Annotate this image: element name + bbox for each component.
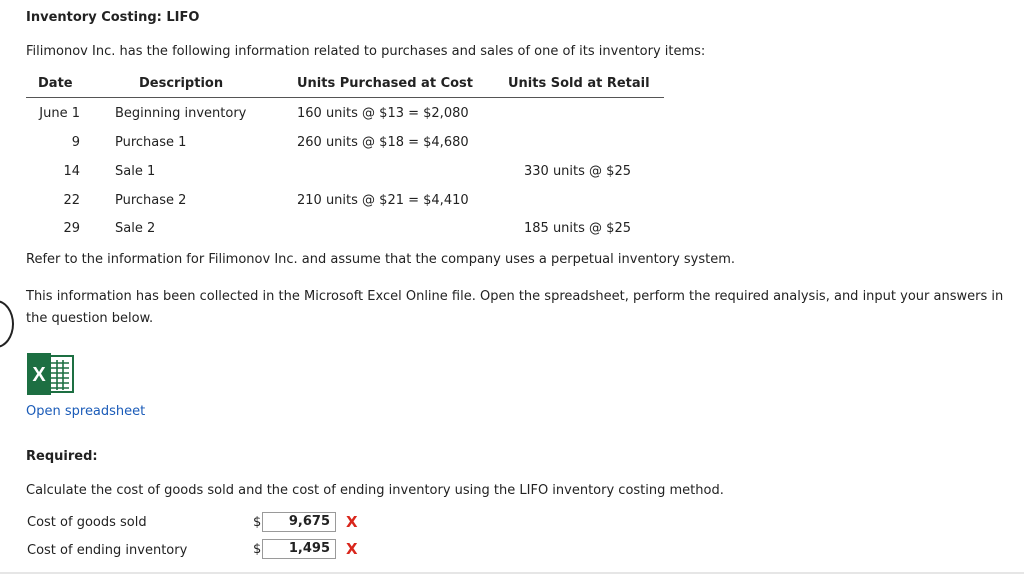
row-date: 14 <box>63 164 80 179</box>
required-label: Required: <box>26 449 98 464</box>
table-row <box>0 106 700 126</box>
row-purchased: 160 units @ $13 = $2,080 <box>297 106 469 121</box>
answer-row-cogs <box>0 512 400 534</box>
scroll-indicator-arc <box>0 300 14 348</box>
excel-icon[interactable] <box>27 353 75 395</box>
row-description: Sale 1 <box>115 164 156 179</box>
row-purchased: 210 units @ $21 = $4,410 <box>297 193 469 208</box>
open-spreadsheet-link[interactable]: Open spreadsheet <box>26 404 146 419</box>
ending-inventory-currency: $ <box>253 542 262 557</box>
required-instruction: Calculate the cost of goods sold and the cost of ending inventory using the LIFO inventory costing method. <box>26 483 724 498</box>
row-description: Purchase 2 <box>115 193 187 208</box>
table-row <box>0 164 700 184</box>
table-row <box>0 193 700 213</box>
intro-text: Filimonov Inc. has the following information related to purchases and sales of one of its inventory items: <box>26 44 706 59</box>
row-description: Beginning inventory <box>115 106 247 121</box>
row-purchased: 260 units @ $18 = $4,680 <box>297 135 469 150</box>
answer-row-ending-inventory <box>0 539 400 561</box>
row-description: Sale 2 <box>115 221 156 236</box>
cogs-currency: $ <box>253 515 262 530</box>
cogs-label: Cost of goods sold <box>27 515 147 530</box>
row-date: 9 <box>71 135 80 150</box>
incorrect-x-icon: X <box>346 540 358 558</box>
row-date: 29 <box>63 221 80 236</box>
row-sold: 185 units @ $25 <box>524 221 631 236</box>
excel-instructions-text: This information has been collected in the Microsoft Excel Online file. Open the spreadsheet, perform the required analysis, and input your answers in the question below. <box>26 289 1004 326</box>
row-description: Purchase 1 <box>115 135 187 150</box>
row-date: 22 <box>63 193 80 208</box>
header-date: Date <box>38 76 73 91</box>
page-title: Inventory Costing: LIFO <box>26 10 200 25</box>
header-units-purchased: Units Purchased at Cost <box>297 76 473 91</box>
perpetual-system-text: Refer to the information for Filimonov Inc. and assume that the company uses a perpetual inventory system. <box>26 252 736 267</box>
header-description: Description <box>139 76 224 91</box>
incorrect-x-icon: X <box>346 513 358 531</box>
ending-inventory-label: Cost of ending inventory <box>27 543 188 558</box>
ending-inventory-input[interactable]: 1,495 <box>262 539 336 559</box>
header-units-sold: Units Sold at Retail <box>508 76 650 91</box>
row-sold: 330 units @ $25 <box>524 164 631 179</box>
table-row <box>0 135 700 155</box>
excel-icon-letter: X <box>32 364 46 386</box>
row-date: June 1 <box>39 106 80 121</box>
table-row <box>0 221 700 241</box>
table-header-divider <box>26 97 664 98</box>
cogs-input[interactable]: 9,675 <box>262 512 336 532</box>
